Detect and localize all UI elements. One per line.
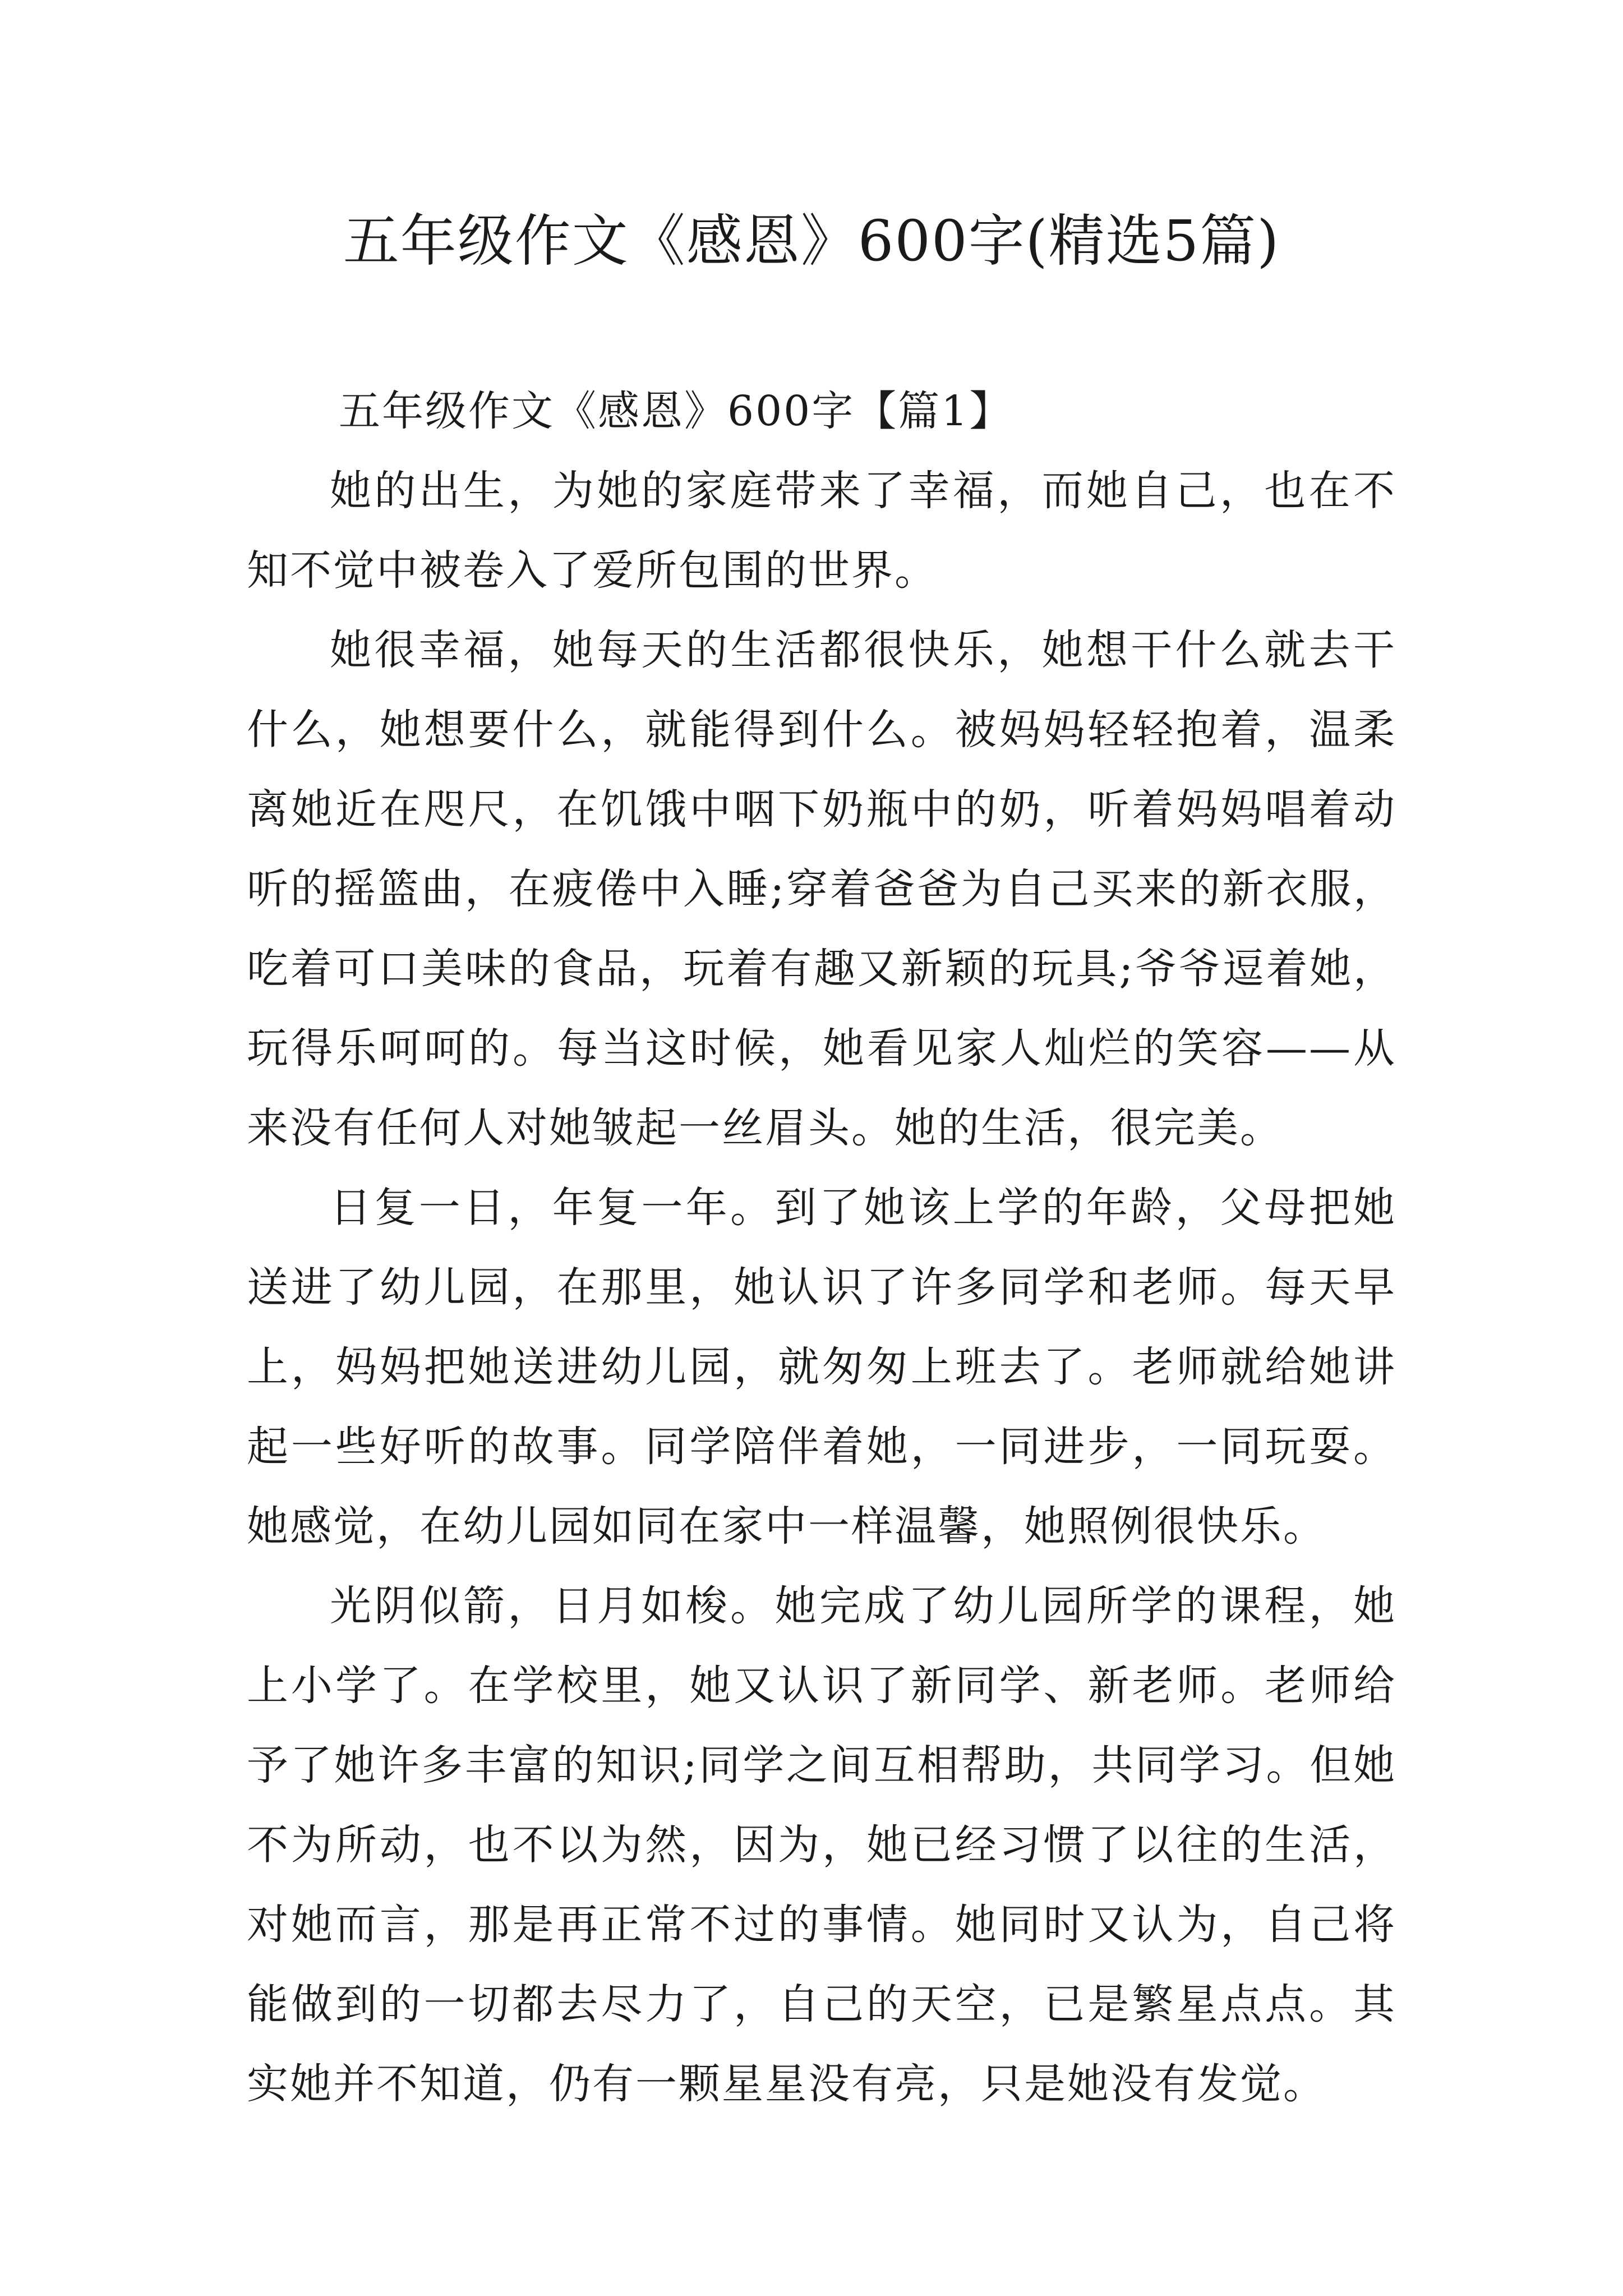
paragraph: 她很幸福，她每天的生活都很快乐，她想干什么就去干什么，她想要什么，就能得到什么。被妈妈轻轻抱着，温柔离她近在咫尺，在饥饿中咽下奶瓶中的奶，听着妈妈唱着动听的摇篮曲，在疲倦中入睡;穿着爸爸为自己买来的新衣服，吃着可口美味的食品，玩着有趣又新颖的玩具;爷爷逗着她，玩得乐呵呵的。每当这时候，她看见家人灿烂的笑容——从来没有任何人对她皱起一丝眉头。她的生活，很完美。 <box>247 626 1396 1152</box>
document-title: 五年级作文《感恩》600字(精选5篇) <box>343 208 1280 274</box>
paragraph: 日复一日，年复一年。到了她该上学的年龄，父母把她送进了幼儿园，在那里，她认识了许多同学和老师。每天早上，妈妈把她送进幼儿园，就匆匆上班去了。老师就给她讲起一些好听的故事。同学陪伴着她，一同进步，一同玩耍。她感觉，在幼儿园如同在家中一样温馨，她照例很快乐。 <box>247 1184 1396 1550</box>
document-body <box>247 371 1396 2124</box>
section-heading: 五年级作文《感恩》600字【篇1】 <box>339 387 1013 435</box>
paragraph: 她的出生，为她的家庭带来了幸福，而她自己，也在不知不觉中被卷入了爱所包围的世界。 <box>247 467 1396 595</box>
paragraph: 光阴似箭，日月如梭。她完成了幼儿园所学的课程，她上小学了。在学校里，她又认识了新同学、新老师。老师给予了她许多丰富的知识;同学之间互相帮助，共同学习。但她不为所动，也不以为然，因为，她已经习惯了以往的生活，对她而言，那是再正常不过的事情。她同时又认为，自己将能做到的一切都去尽力了，自己的天空，已是繁星点点。其实她并不知道，仍有一颗星星没有亮，只是她没有发觉。 <box>247 1582 1396 2108</box>
